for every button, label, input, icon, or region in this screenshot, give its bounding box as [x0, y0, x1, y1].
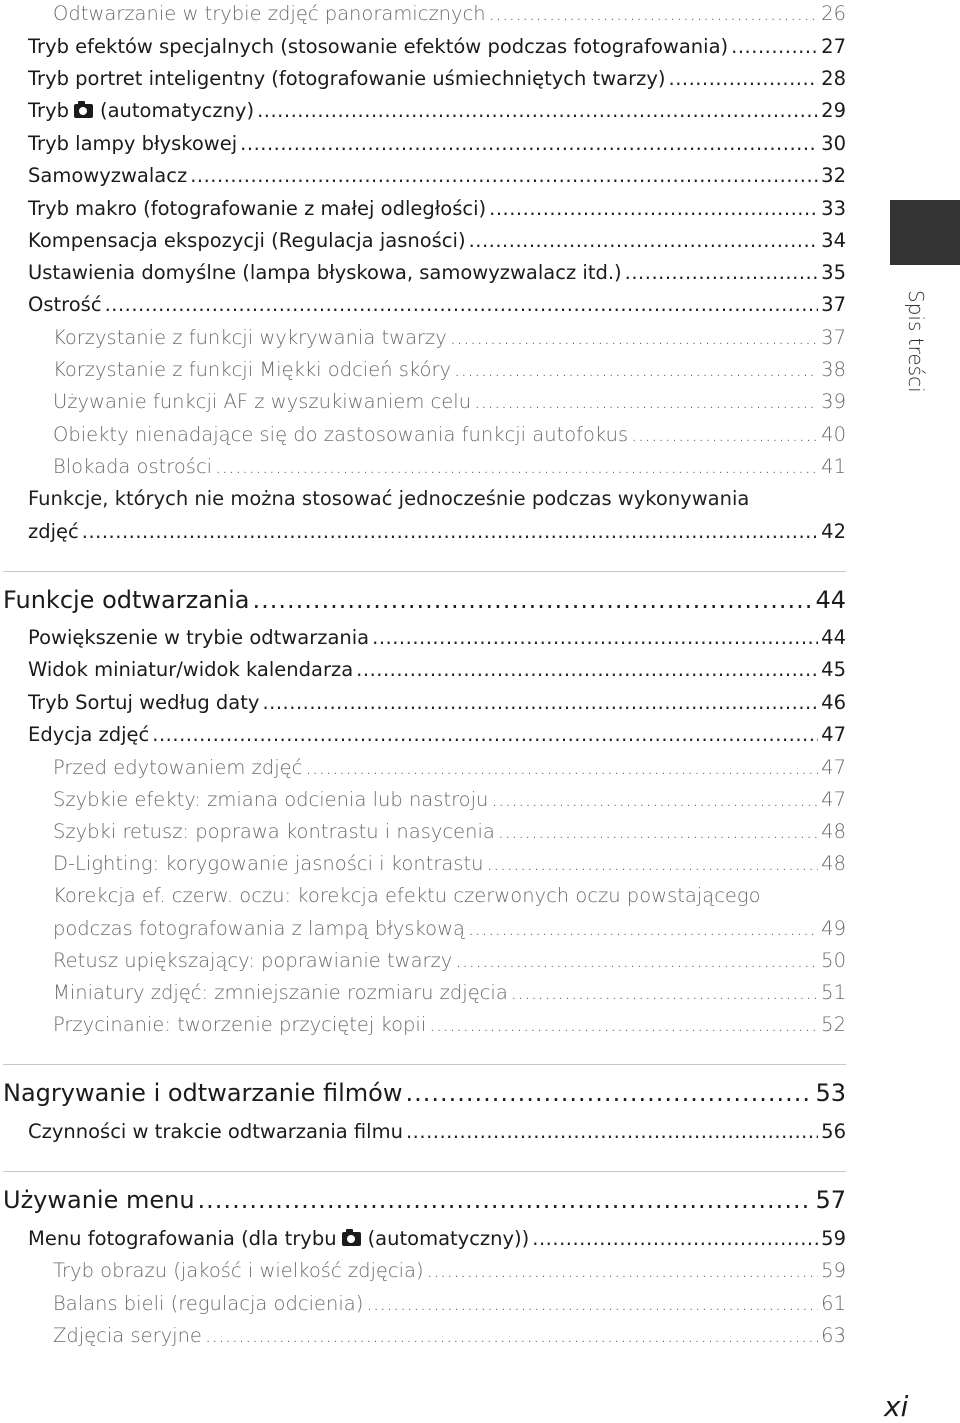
toc-entry[interactable]: [53, 820, 846, 843]
dot-leader: [152, 723, 818, 746]
toc-entry-label: Szybki retusz: poprawa kontrastu i nasycenia: [53, 820, 495, 843]
toc-entry-label: [28, 1227, 529, 1250]
section-tab-label: Spis treści: [904, 290, 928, 393]
toc-entry-label: Widok miniatur/widok kalendarza: [28, 658, 354, 681]
toc-entry[interactable]: [53, 949, 846, 972]
section-divider: [3, 1171, 846, 1172]
toc-entry-page: 37: [821, 326, 846, 349]
toc-entry[interactable]: [53, 455, 846, 478]
dot-leader: [366, 1292, 818, 1315]
dot-leader: [625, 261, 819, 284]
dot-leader: [105, 293, 819, 316]
toc-entry-label: Tryb efektów specjalnych (stosowanie efektów podczas fotografowania): [28, 35, 729, 58]
toc-entry-page: 53: [815, 1079, 846, 1107]
toc-entry-page: 26: [821, 2, 846, 25]
toc-entry-label: Czynności w trakcie odtwarzania filmu: [28, 1120, 403, 1143]
toc-entry-label: Balans bieli (regulacja odcienia): [53, 1292, 364, 1315]
dot-leader: [469, 229, 819, 252]
toc-entry-page: 42: [821, 520, 846, 543]
toc-entry-label: Używanie funkcji AF z wyszukiwaniem celu: [53, 390, 472, 413]
toc-entry-label: Edycja zdjęć: [28, 723, 150, 746]
toc-entry-page: 33: [821, 197, 846, 220]
dot-leader: [82, 520, 818, 543]
toc-entry-page: 56: [821, 1120, 846, 1143]
dot-leader: [205, 1324, 818, 1347]
toc-entry[interactable]: [53, 358, 846, 381]
toc-entry-label: Tryb portret inteligentny (fotografowanie uśmiechniętych twarzy): [28, 67, 666, 90]
dot-leader: [498, 820, 818, 843]
toc-entry-page: 46: [821, 691, 846, 714]
dot-leader: [215, 455, 818, 478]
toc-entry-label: Retusz upiększający: poprawianie twarzy: [53, 949, 453, 972]
toc-entry[interactable]: [53, 2, 846, 25]
toc-entry-label: Tryb obrazu (jakość i wielkość zdjęcia): [53, 1259, 424, 1282]
toc-entry-label: zdjęć: [28, 520, 79, 543]
toc-entry[interactable]: [28, 1227, 846, 1250]
toc-entry-label: Przycinanie: tworzenie przyciętej kopii: [53, 1013, 427, 1036]
toc-entry-label: Tryb Sortuj według daty: [28, 691, 260, 714]
toc-entry-label: Miniatury zdjęć: zmniejszanie rozmiaru zdjęcia: [53, 981, 508, 1004]
section-tab-marker: [890, 200, 960, 265]
toc-entry[interactable]: [53, 788, 846, 811]
toc-entry-label-after: (automatyczny)): [367, 1227, 530, 1250]
toc-entry-page: 44: [815, 586, 846, 614]
toc-entry-page: 47: [821, 788, 846, 811]
toc-entry-page: 38: [821, 358, 846, 381]
toc-entry-label: [28, 99, 254, 122]
camera-icon: [342, 1232, 361, 1246]
toc-entry[interactable]: [28, 293, 846, 316]
dot-leader: [511, 981, 818, 1004]
toc-entry-page: 29: [821, 99, 846, 122]
dot-leader: [455, 949, 818, 972]
toc-entry[interactable]: [53, 1324, 846, 1347]
toc-entry-label: Odtwarzanie w trybie zdjęć panoramicznych: [53, 2, 486, 25]
toc-entry-label-line1: Korekcja ef. czerw. oczu: korekcja efektu czerwonych oczu powstającego: [53, 884, 761, 907]
toc-entry-label-line1: Funkcje, których nie można stosować jednocześnie podczas wykonywania: [28, 487, 750, 510]
toc-entry-label: Tryb lampy błyskowej: [28, 132, 238, 155]
camera-icon: [74, 104, 93, 118]
dot-leader: [731, 35, 818, 58]
dot-leader: [240, 132, 818, 155]
toc-entry[interactable]: [28, 520, 846, 543]
dot-leader: [405, 1079, 812, 1108]
toc-entry[interactable]: [28, 691, 846, 714]
toc-entry[interactable]: [53, 1013, 846, 1036]
dot-leader: [468, 917, 818, 940]
toc-entry[interactable]: [53, 326, 846, 349]
toc-entry-page: 57: [815, 1186, 846, 1214]
dot-leader: [427, 1259, 819, 1282]
toc-entry-label: podczas fotografowania z lampą błyskową: [53, 917, 465, 940]
toc-entry-label: Funkcje odtwarzania: [3, 586, 250, 614]
dot-leader: [253, 586, 813, 615]
toc-entry[interactable]: [28, 229, 846, 252]
toc-entry-page: 50: [821, 949, 846, 972]
toc-entry-label-before: Tryb: [28, 99, 69, 122]
toc-entry[interactable]: [53, 1292, 846, 1315]
toc-entry[interactable]: [28, 197, 846, 220]
toc-entry-label: Używanie menu: [3, 1186, 195, 1214]
dot-leader: [631, 423, 818, 446]
toc-entry-page: 27: [821, 35, 846, 58]
toc-entry[interactable]: [53, 1259, 846, 1282]
dot-leader: [190, 164, 818, 187]
toc-entry[interactable]: [28, 99, 846, 122]
toc-entry-label: Ostrość: [28, 293, 102, 316]
toc-entry-page: 61: [821, 1292, 846, 1315]
dot-leader: [474, 390, 818, 413]
toc-entry[interactable]: [53, 981, 846, 1004]
toc-entry-label: D-Lighting: korygowanie jasności i kontrastu: [53, 852, 484, 875]
toc-entry-label: Nagrywanie i odtwarzanie filmów: [3, 1079, 403, 1107]
toc-entry-label: Tryb makro (fotografowanie z małej odległości): [28, 197, 487, 220]
toc-entry-page: 59: [821, 1227, 846, 1250]
toc-entry-label: Powiększenie w trybie odtwarzania: [28, 626, 370, 649]
toc-entry-page: 28: [821, 67, 846, 90]
toc-entry[interactable]: [53, 390, 846, 413]
toc-entry-page: 30: [821, 132, 846, 155]
toc-entry-label: Blokada ostrości: [53, 455, 213, 478]
toc-entry-page: 47: [821, 756, 846, 779]
toc-entry-label-after: (automatyczny): [99, 99, 255, 122]
toc-entry[interactable]: [28, 261, 846, 284]
toc-entry-label-before: Menu fotografowania (dla trybu: [28, 1227, 337, 1250]
toc-entry-label: Zdjęcia seryjne: [53, 1324, 202, 1347]
toc-entry-page: 44: [821, 626, 846, 649]
dot-leader: [429, 1013, 818, 1036]
dot-leader: [450, 326, 818, 349]
dot-leader: [491, 788, 818, 811]
page-number: xi: [884, 1390, 909, 1423]
dot-leader: [489, 197, 818, 220]
toc-entry[interactable]: [53, 852, 846, 875]
toc-entry[interactable]: [28, 132, 846, 155]
toc-entry-label: Korzystanie z funkcji Miękki odcień skóry: [53, 358, 452, 381]
toc-entry-page: 45: [821, 658, 846, 681]
toc-section-heading[interactable]: [3, 586, 846, 615]
toc-entry[interactable]: [28, 658, 846, 681]
dot-leader: [198, 1186, 813, 1215]
toc-entry-label: Przed edytowaniem zdjęć: [53, 756, 303, 779]
toc-entry-label: Kompensacja ekspozycji (Regulacja jasności): [28, 229, 466, 252]
dot-leader: [262, 691, 818, 714]
toc-entry[interactable]: [53, 756, 846, 779]
toc-entry-page: 48: [821, 820, 846, 843]
dot-leader: [356, 658, 818, 681]
toc-entry[interactable]: [28, 1120, 846, 1143]
toc-entry-page: 41: [821, 455, 846, 478]
toc-entry-page: 32: [821, 164, 846, 187]
dot-leader: [489, 2, 819, 25]
dot-leader: [454, 358, 818, 381]
toc-entry[interactable]: [28, 626, 846, 649]
dot-leader: [257, 99, 818, 122]
toc-entry-page: 59: [821, 1259, 846, 1282]
toc-entry-page: 47: [821, 723, 846, 746]
toc-entry-label: Obiekty nienadające się do zastosowania funkcji autofokus: [53, 423, 629, 446]
section-divider: [3, 1064, 846, 1065]
dot-leader: [669, 67, 819, 90]
toc-entry-label: Korzystanie z funkcji wykrywania twarzy: [53, 326, 447, 349]
toc-entry-label: Samowyzwalacz: [28, 164, 188, 187]
toc-entry-label: Szybkie efekty: zmiana odcienia lub nastroju: [53, 788, 489, 811]
toc-entry[interactable]: [28, 67, 846, 90]
toc-entry[interactable]: [53, 423, 846, 446]
toc-entry-label: Ustawienia domyślne (lampa błyskowa, samowyzwalacz itd.): [28, 261, 622, 284]
toc-entry-page: 63: [821, 1324, 846, 1347]
toc-entry-page: 39: [821, 390, 846, 413]
toc-entry-page: 48: [821, 852, 846, 875]
dot-leader: [486, 852, 818, 875]
dot-leader: [305, 756, 818, 779]
toc-entry[interactable]: [53, 917, 846, 940]
toc-entry[interactable]: [28, 723, 846, 746]
section-divider: [3, 571, 846, 572]
toc-section-heading[interactable]: [3, 1186, 846, 1215]
toc-section-heading[interactable]: [3, 1079, 846, 1108]
toc-entry-page: 40: [821, 423, 846, 446]
dot-leader: [406, 1120, 818, 1143]
toc-entry[interactable]: [28, 35, 846, 58]
toc-entry-page: 37: [821, 293, 846, 316]
toc-entry-page: 34: [821, 229, 846, 252]
toc-entry-page: 35: [821, 261, 846, 284]
toc-entry[interactable]: [28, 164, 846, 187]
dot-leader: [372, 626, 818, 649]
toc-entry-page: 52: [821, 1013, 846, 1036]
toc-entry-page: 51: [821, 981, 846, 1004]
toc-entry-page: 49: [821, 917, 846, 940]
dot-leader: [532, 1227, 818, 1250]
